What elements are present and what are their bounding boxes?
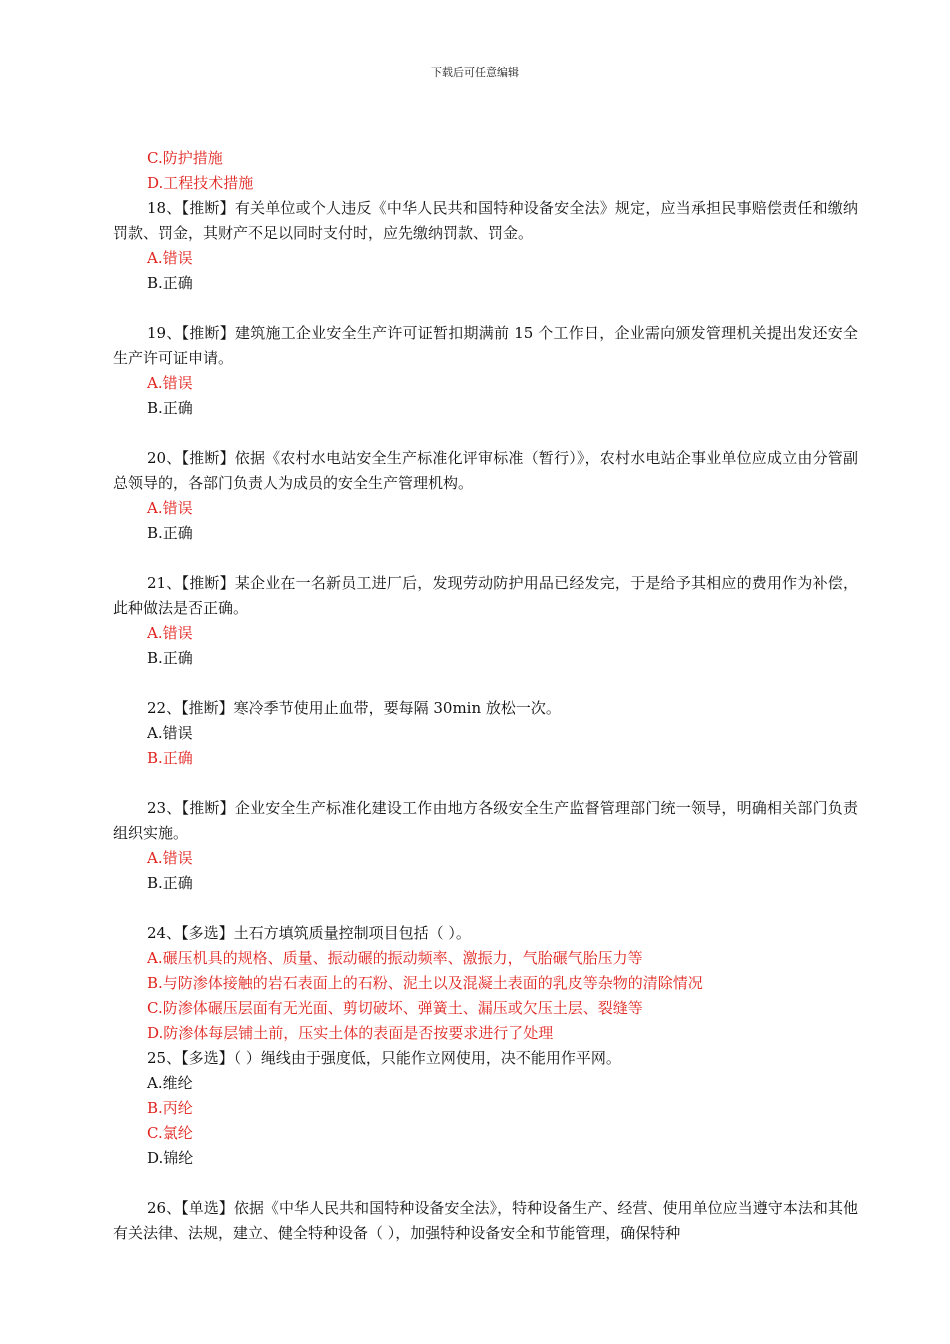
spacer: [113, 771, 858, 796]
option-24-a: A.碾压机具的规格、质量、振动碾的振动频率、激振力，气胎碾气胎压力等: [147, 949, 643, 967]
page-header: 下载后可任意编辑: [431, 66, 519, 79]
question-18: [113, 196, 858, 296]
spacer: [113, 421, 858, 446]
option-23-b: B.正确: [147, 874, 193, 892]
question-19-text: 19、【推断】建筑施工企业安全生产许可证暂扣期满前 15 个工作日，企业需向颁发管理机关提出发还安全生产许可证申请。: [113, 324, 858, 367]
option-25-a: A.维纶: [147, 1074, 193, 1092]
question-17-continuation: [113, 146, 858, 196]
question-26: [113, 1196, 858, 1246]
question-23: [113, 796, 858, 896]
question-25-text: 25、【多选】（ ）绳线由于强度低，只能作立网使用，决不能用作平网。: [147, 1049, 621, 1067]
question-24-text: 24、【多选】土石方填筑质量控制项目包括（ ）。: [147, 924, 471, 942]
question-22-text: 22、【推断】寒冷季节使用止血带，要每隔 30min 放松一次。: [147, 699, 561, 717]
option-25-c: C.氯纶: [147, 1124, 193, 1142]
option-24-d: D.防渗体每层铺土前，压实土体的表面是否按要求进行了处理: [147, 1024, 554, 1042]
option-24-b: B.与防渗体接触的岩石表面上的石粉、泥土以及混凝土表面的乳皮等杂物的清除情况: [147, 974, 703, 992]
question-21-text: 21、【推断】某企业在一名新员工进厂后，发现劳动防护用品已经发完，于是给予其相应的费用作为补偿，此种做法是否正确。: [113, 574, 858, 617]
spacer: [113, 1171, 858, 1196]
option-22-a: A.错误: [147, 724, 193, 742]
option-19-b: B.正确: [147, 399, 193, 417]
option-18-a: A.错误: [147, 249, 193, 267]
spacer: [113, 896, 858, 921]
question-26-text: 26、【单选】依据《中华人民共和国特种设备安全法》，特种设备生产、经营、使用单位应当遵守本法和其他有关法律、法规，建立、健全特种设备（ ），加强特种设备安全和节能管理，确保特种: [113, 1199, 858, 1242]
spacer: [113, 296, 858, 321]
question-24: [113, 921, 858, 1046]
question-25: [113, 1046, 858, 1171]
question-list: [113, 146, 858, 1246]
question-20-text: 20、【推断】依据《农村水电站安全生产标准化评审标准（暂行）》，农村水电站企事业单位应成立由分管副总领导的，各部门负责人为成员的安全生产管理机构。: [113, 449, 858, 492]
option-20-a: A.错误: [147, 499, 193, 517]
question-20: [113, 446, 858, 546]
option-20-b: B.正确: [147, 524, 193, 542]
question-18-text: 18、【推断】有关单位或个人违反《中华人民共和国特种设备安全法》规定，应当承担民事赔偿责任和缴纳罚款、罚金，其财产不足以同时支付时，应先缴纳罚款、罚金。: [113, 199, 858, 242]
question-23-text: 23、【推断】企业安全生产标准化建设工作由地方各级安全生产监督管理部门统一领导，明确相关部门负责组织实施。: [113, 799, 858, 842]
option-17-d: D.工程技术措施: [147, 174, 254, 192]
option-22-b: B.正确: [147, 749, 193, 767]
option-25-b: B.丙纶: [147, 1099, 193, 1117]
option-23-a: A.错误: [147, 849, 193, 867]
option-18-b: B.正确: [147, 274, 193, 292]
option-19-a: A.错误: [147, 374, 193, 392]
question-19: [113, 321, 858, 421]
spacer: [113, 671, 858, 696]
question-22: [113, 696, 858, 771]
option-21-b: B.正确: [147, 649, 193, 667]
question-21: [113, 571, 858, 671]
option-25-d: D.锦纶: [147, 1149, 194, 1167]
spacer: [113, 546, 858, 571]
option-24-c: C.防渗体碾压层面有无光面、剪切破坏、弹簧土、漏压或欠压土层、裂缝等: [147, 999, 643, 1017]
option-21-a: A.错误: [147, 624, 193, 642]
option-17-c: C.防护措施: [147, 149, 223, 167]
